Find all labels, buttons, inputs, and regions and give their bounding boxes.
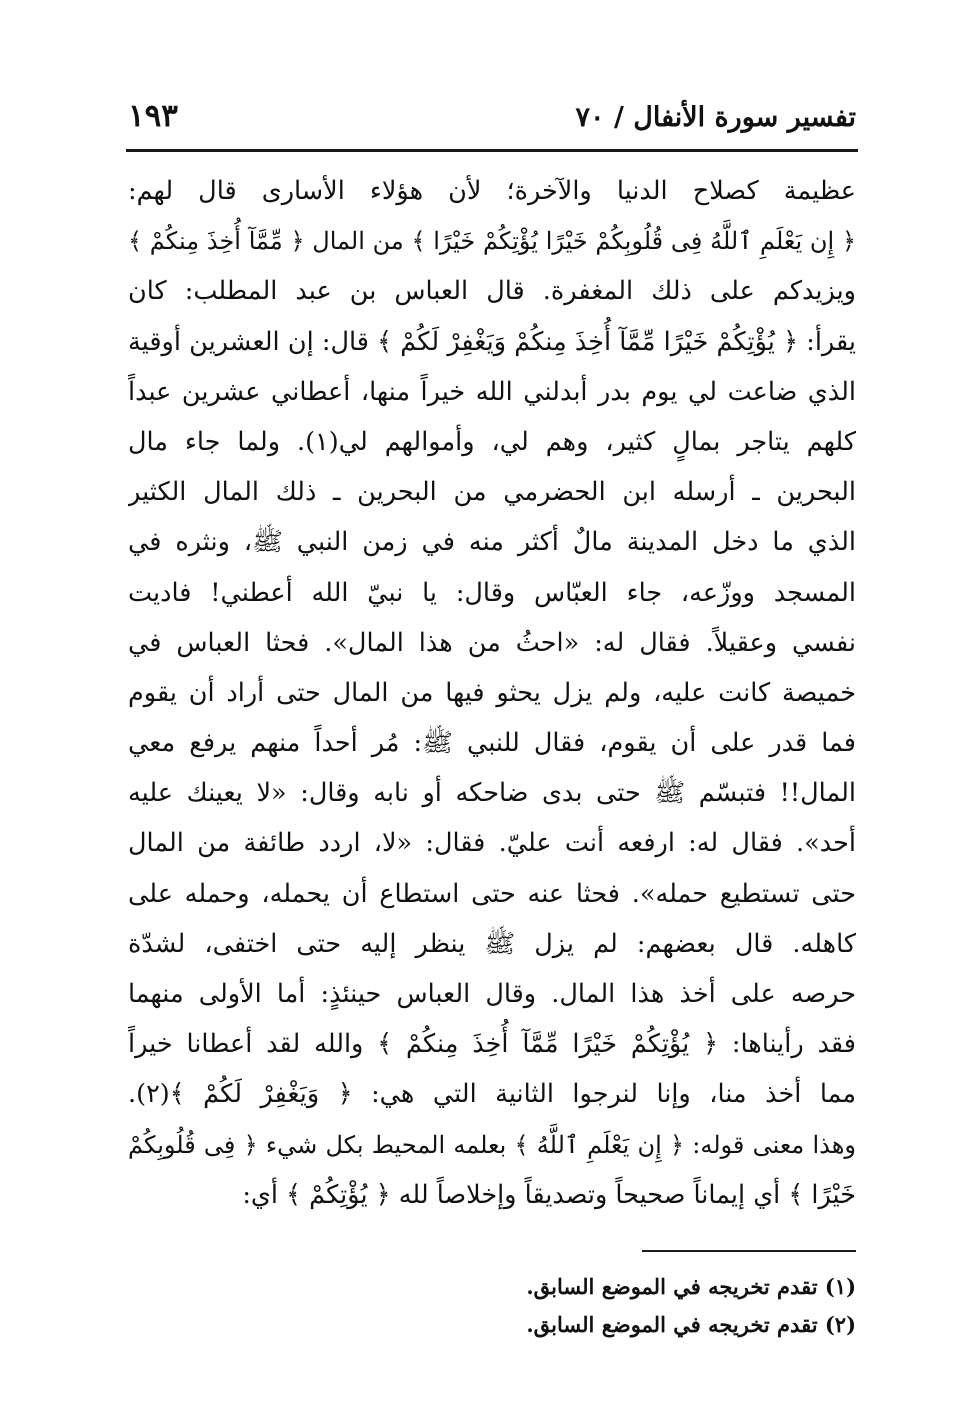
footnote: (٢) تقدم تخريجه في الموضع السابق. — [526, 1312, 856, 1337]
body-line: عظيمة كصلاح الدنيا والآخرة؛ لأن هؤلاء الأسارى قال لهم: — [128, 176, 856, 206]
body-line: خميصة كانت عليه، ولم يزل يحثو فيها من المال حتى أراد أن يقوم — [128, 677, 856, 708]
body-line: فما قدر على أن يقوم، فقال للنبي ﷺ: مُر أحداً منهم يرفع معي — [128, 728, 856, 759]
body-line: مما أخذ منا، وإنا لنرجوا الثانية التي هي: ﴿ وَيَغْفِرْ لَكُمْ ﴾(٢). — [128, 1079, 856, 1110]
page-number: ١٩٣ — [128, 98, 178, 134]
page-header — [128, 96, 856, 140]
body-line: الذي ضاعت لي يوم بدر أبدلني الله خيراً منها، أعطاني عشرين عبداً — [128, 376, 856, 407]
footnote: (١) تقدم تخريجه في الموضع السابق. — [526, 1274, 856, 1299]
body-line: حرصه على أخذ هذا المال. وقال العباس حينئذٍ: أما الأولى منهما — [128, 979, 856, 1009]
body-line: أحد». فقال له: ارفعه أنت عليّ. فقال: «لا، اردد طائفة من المال — [128, 828, 856, 859]
body-line: المال!! فتبسّم ﷺ حتى بدى ضاحكه أو نابه وقال: «لا يعينك عليه — [128, 778, 856, 809]
footnotes — [128, 1268, 856, 1344]
footnote-rule — [642, 1250, 856, 1252]
body-line: وهذا معنى قوله: ﴿ إِن يَعْلَمِ ٱللَّهُ ﴾ بعلمه المحيط بكل شيء ﴿ فِى قُلُوبِكُمْ — [128, 1130, 856, 1159]
body-line: فقد رأيناها: ﴿ يُؤْتِكُمْ خَيْرًا مِّمَّآ أُخِذَ مِنكُمْ ﴾ والله لقد أعطانا خيراً — [128, 1029, 856, 1060]
body-line: كلهم يتاجر بمالٍ كثير، وهم لي، وأموالهم لي(١). ولما جاء مال — [128, 426, 856, 457]
header-rule — [126, 149, 858, 152]
running-title: تفسير سورة الأنفال / ٧٠ — [575, 102, 856, 133]
body-line: ويزيدكم على ذلك المغفرة. قال العباس بن عبد المطلب: كان — [128, 276, 856, 307]
body-line: خَيْرًا ﴾ أي إيماناً صحيحاً وتصديقاً وإخلاصاً لله ﴿ يُؤْتِكُمْ ﴾ أي: — [242, 1179, 856, 1210]
body-text — [128, 166, 856, 1220]
body-line: يقرأ: ﴿ يُؤْتِكُمْ خَيْرًا مِّمَّآ أُخِذَ مِنكُمْ وَيَغْفِرْ لَكُمْ ﴾ قال: إن العشرين أوقية — [128, 326, 856, 357]
body-line: الذي ما دخل المدينة مالٌ أكثر منه في زمن النبي ﷺ، ونثره في — [128, 527, 856, 558]
body-line: ﴿ إِن يَعْلَمِ ٱللَّهُ فِى قُلُوبِكُمْ خَيْرًا يُؤْتِكُمْ خَيْرًا ﴾ من المال ﴿ مِّمَّآ أُخِذَ مِنكُمْ ﴾ — [128, 227, 856, 256]
body-line: حتى تستطيع حمله». فحثا عنه حتى استطاع أن يحمله، وحمله على — [128, 878, 856, 909]
body-line: البحرين ـ أرسله ابن الحضرمي من البحرين ـ ذلك المال الكثير — [128, 477, 856, 508]
body-line: المسجد ووزّعه، جاء العبّاس وقال: يا نبيّ الله أعطني! فاديت — [128, 577, 856, 608]
body-line: نفسي وعقيلاً. فقال له: «احثُ من هذا المال». فحثا العباس في — [128, 627, 856, 658]
body-line: كاهله. قال بعضهم: لم يزل ﷺ ينظر إليه حتى اختفى، لشدّة — [128, 928, 856, 959]
